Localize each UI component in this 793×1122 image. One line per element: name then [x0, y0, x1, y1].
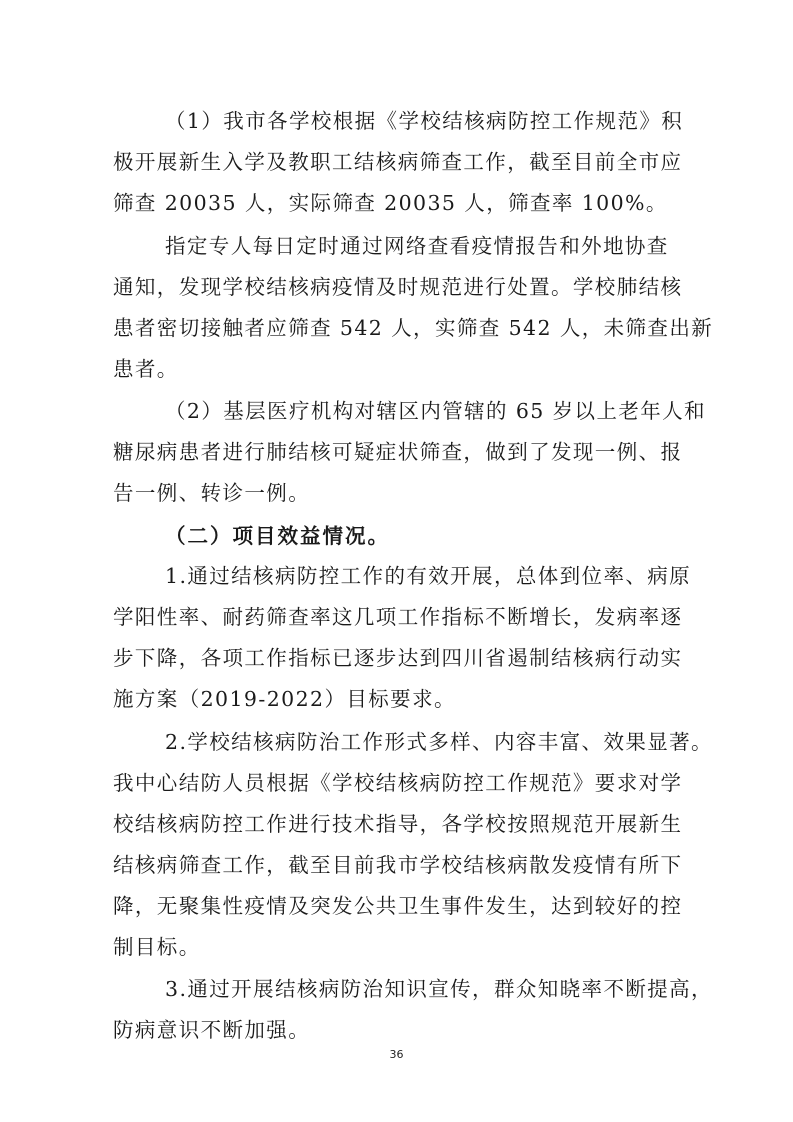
text-line: 患者。 — [113, 357, 179, 381]
text-line: 制目标。 — [113, 935, 201, 959]
section-heading: （二）项目效益情况。 — [165, 524, 390, 548]
text-line: 指定专人每日定时通过网络查看疫情报告和外地协查 — [165, 234, 669, 258]
text-line: 2.学校结核病防治工作形式多样、内容丰富、效果显著。 — [165, 730, 713, 754]
text-line: 患者密切接触者应筛查 542 人，实筛查 542 人，未筛查出新 — [113, 316, 714, 340]
text-line: 降，无聚集性疫情及突发公共卫生事件发生，达到较好的控 — [113, 894, 683, 918]
text-line: 施方案（2019-2022）目标要求。 — [113, 687, 456, 711]
text-line: 防病意识不断加强。 — [113, 1018, 311, 1042]
text-line: （1）我市各学校根据《学校结核病防控工作规范》积 — [165, 109, 684, 133]
text-line: 极开展新生入学及教职工结核病筛查工作，截至目前全市应 — [113, 150, 683, 174]
text-line: 校结核病防控工作进行技术指导，各学校按照规范开展新生 — [113, 812, 683, 836]
text-line: 3.通过开展结核病防治知识宣传，群众知晓率不断提高， — [165, 977, 713, 1001]
text-line: 筛查 20035 人，实际筛查 20035 人，筛查率 100%。 — [113, 191, 668, 215]
text-line: 结核病筛查工作，截至目前我市学校结核病散发疫情有所下 — [113, 853, 683, 877]
text-line: 通知，发现学校结核病疫情及时规范进行处置。学校肺结核 — [113, 275, 683, 299]
text-line: 告一例、转诊一例。 — [113, 481, 311, 505]
page-number: 36 — [389, 1048, 404, 1061]
text-line: 步下降，各项工作指标已逐步达到四川省遏制结核病行动实 — [113, 646, 683, 670]
text-line: 我中心结防人员根据《学校结核病防控工作规范》要求对学 — [113, 771, 683, 795]
text-line: （2）基层医疗机构对辖区内管辖的 65 岁以上老年人和 — [165, 399, 706, 423]
text-line: 糖尿病患者进行肺结核可疑症状筛查，做到了发现一例、报 — [113, 440, 683, 464]
text-line: 学阳性率、耐药筛查率这几项工作指标不断增长，发病率逐 — [113, 605, 683, 629]
text-line: 1.通过结核病防控工作的有效开展，总体到位率、病原 — [165, 564, 692, 588]
